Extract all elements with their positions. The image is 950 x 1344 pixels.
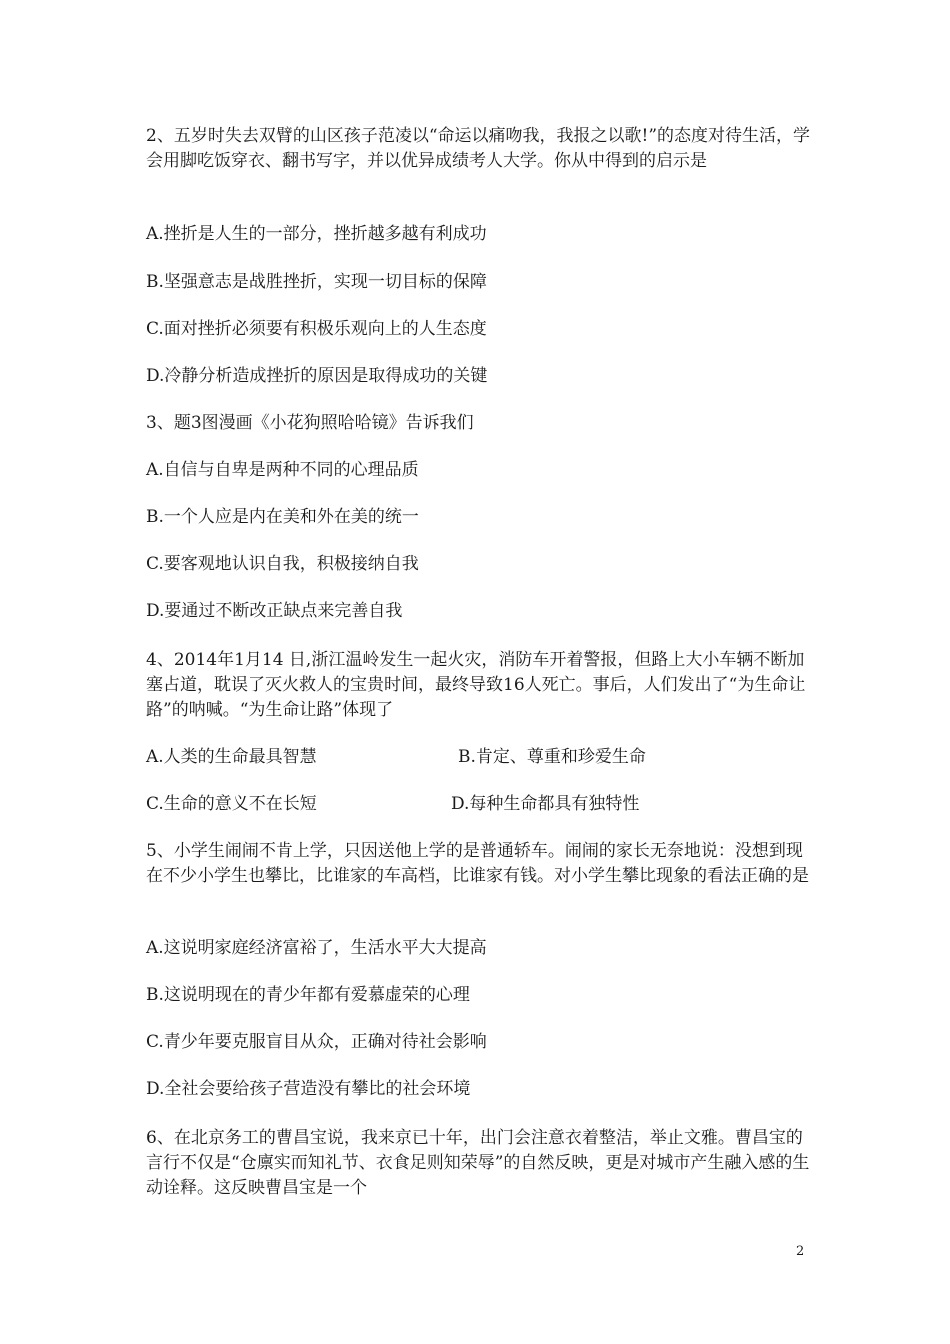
question-6-stem: 6、在北京务工的曹昌宝说，我来京已十年，出门会注意衣着整洁，举止文雅。曹昌宝的言行不仅是“仓廪实而知礼节、衣食足则知荣辱”的自然反映，更是对城市产生融入感的生动诠释。这反映曹昌宝是一个 [146, 1128, 810, 1198]
question-5-option-c: C.青少年要克服盲目从众，正确对待社会影响 [146, 1032, 487, 1052]
question-3-option-a: A.自信与自卑是两种不同的心理品质 [146, 460, 419, 480]
question-2-option-a: A.挫折是人生的一部分，挫折越多越有利成功 [146, 224, 487, 244]
question-3-option-d: D.要通过不断改正缺点来完善自我 [146, 601, 403, 621]
question-4-option-c: C.生命的意义不在长短 [146, 794, 317, 814]
question-2-option-b: B.坚强意志是战胜挫折，实现一切目标的保障 [146, 272, 487, 292]
question-4-stem: 4、2014年1月14 日,浙江温岭发生一起火灾，消防车开着警报，但路上大小车辆不断加塞占道，耽误了灭火救人的宝贵时间，最终导致16人死亡。事后，人们发出了“为生命让路”的呐喊。“为生命让路”体现了 [146, 650, 806, 720]
question-3-option-b: B.一个人应是内在美和外在美的统一 [146, 507, 419, 527]
question-2-stem: 2、五岁时失去双臂的山区孩子范凌以“命运以痛吻我，我报之以歌!”的态度对待生活，学会用脚吃饭穿衣、翻书写字，并以优异成绩考人大学。你从中得到的启示是 [146, 126, 811, 171]
question-5-option-d: D.全社会要给孩子营造没有攀比的社会环境 [146, 1079, 471, 1099]
question-4-option-a: A.人类的生命最具智慧 [146, 747, 317, 767]
question-5-stem: 5、小学生闹闹不肯上学，只因送他上学的是普通轿车。闹闹的家长无奈地说：没想到现在不少小学生也攀比，比谁家的车高档，比谁家有钱。对小学生攀比现象的看法正确的是 [146, 841, 809, 886]
question-5-option-a: A.这说明家庭经济富裕了，生活水平大大提高 [146, 938, 487, 958]
question-4-option-d: D.每种生命都具有独特性 [451, 794, 640, 814]
question-2-option-c: C.面对挫折必须要有积极乐观向上的人生态度 [146, 319, 487, 339]
question-3-option-c: C.要客观地认识自我，积极接纳自我 [146, 554, 419, 574]
question-2-option-d: D.冷静分析造成挫折的原因是取得成功的关键 [146, 366, 488, 386]
question-5-option-b: B.这说明现在的青少年都有爱慕虚荣的心理 [146, 985, 470, 1005]
question-4-option-b: B.肯定、尊重和珍爱生命 [458, 747, 646, 767]
question-3-stem: 3、题3图漫画《小花狗照哈哈镜》告诉我们 [146, 413, 474, 433]
page-number: 2 [796, 1244, 805, 1259]
